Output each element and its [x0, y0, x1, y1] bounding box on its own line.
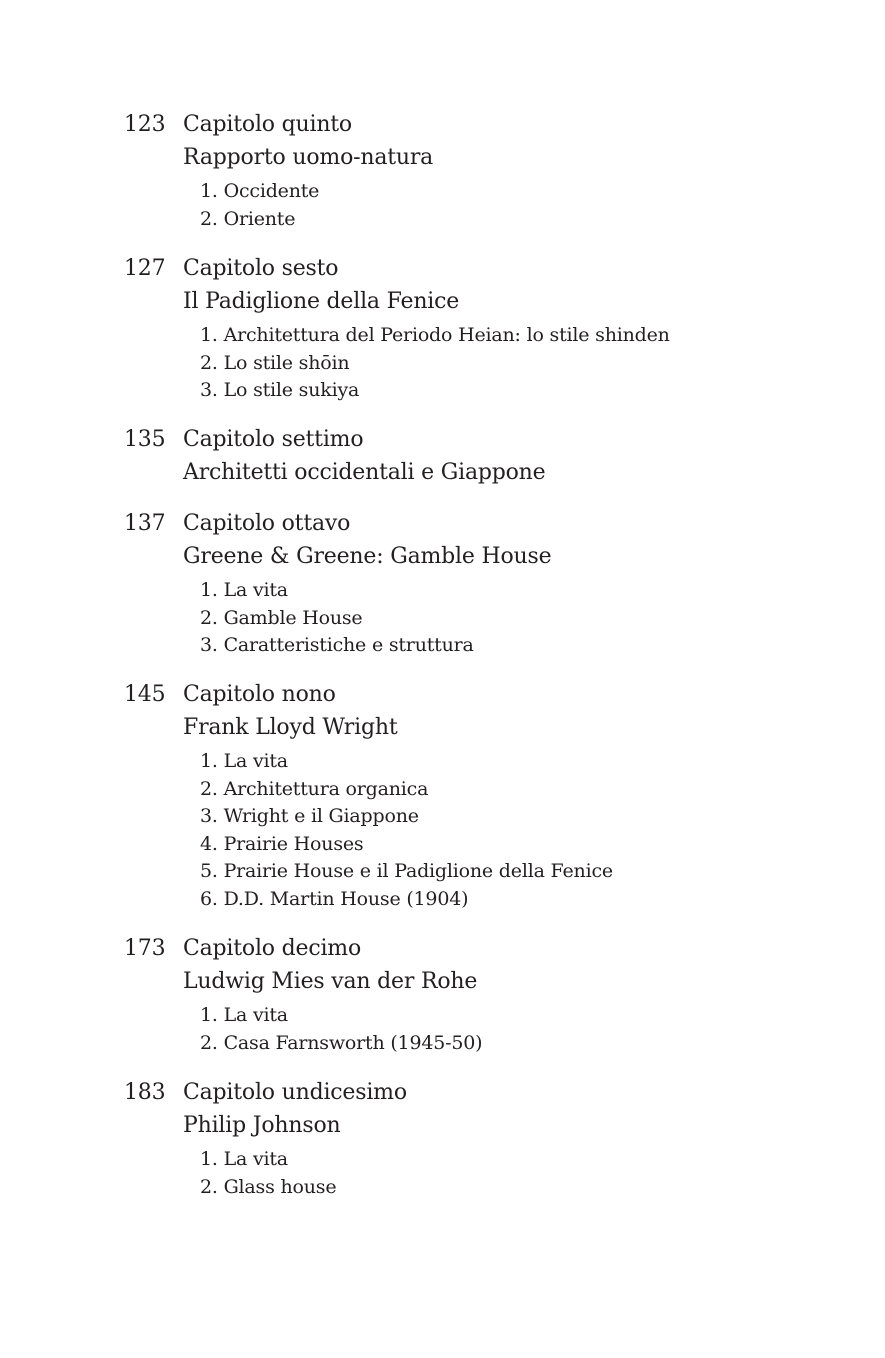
chapter-label: Capitolo undicesimo [183, 1080, 407, 1105]
section-item: 3. Caratteristiche e struttura [200, 634, 474, 656]
chapter-label: Capitolo quinto [183, 112, 352, 137]
section-item: 6. D.D. Martin House (1904) [200, 887, 469, 910]
chapter-title: Frank Lloyd Wright [183, 715, 398, 740]
section-item: 1. La vita [200, 1148, 288, 1170]
section-item: 1. La vita [200, 579, 288, 601]
chapter-label: Capitolo decimo [183, 936, 361, 961]
chapter-title: Greene & Greene: Gamble House [183, 544, 552, 569]
chapter-page-number: 145 [124, 682, 166, 707]
section-item: 2. Architettura organica [200, 777, 429, 800]
chapter-page-number: 127 [124, 256, 166, 281]
section-item: 3. Wright e il Giappone [200, 805, 419, 827]
section-item: 5. Prairie House e il Padiglione della Fenice [200, 860, 613, 882]
chapter-title: Philip Johnson [183, 1113, 341, 1138]
chapter-page-number: 135 [124, 427, 166, 452]
section-list [200, 178, 319, 233]
section-item: 1. La vita [200, 750, 288, 772]
section-list [200, 1146, 336, 1201]
section-item: 4. Prairie Houses [200, 832, 364, 855]
chapter-page-number: 137 [124, 511, 166, 536]
chapter-page-number: 183 [124, 1080, 166, 1105]
chapter-label: Capitolo ottavo [183, 511, 351, 536]
section-item: 2. Lo stile shōin [200, 351, 350, 374]
section-item: 1. Architettura del Periodo Heian: lo stile shinden [200, 324, 670, 346]
chapter-label: Capitolo settimo [183, 427, 364, 452]
chapter-title: Rapporto uomo-natura [183, 145, 434, 170]
chapter-label: Capitolo nono [183, 682, 336, 707]
chapter-title: Il Padiglione della Fenice [183, 289, 460, 314]
section-item: 1. La vita [200, 1004, 288, 1026]
section-item: 3. Lo stile sukiya [200, 379, 360, 401]
section-list [200, 322, 670, 405]
section-list [200, 577, 474, 660]
section-item: 2. Casa Farnsworth (1945-50) [200, 1031, 483, 1054]
section-item: 2. Oriente [200, 207, 296, 230]
section-list [200, 1002, 482, 1057]
chapter-page-number: 173 [124, 936, 166, 961]
chapter-label: Capitolo sesto [183, 256, 339, 281]
chapter-title: Architetti occidentali e Giappone [183, 460, 546, 485]
chapter-page-number: 123 [124, 112, 166, 137]
section-list [200, 748, 613, 913]
chapter-title: Ludwig Mies van der Rohe [183, 969, 478, 994]
section-item: 2. Gamble House [200, 606, 363, 629]
section-item: 2. Glass house [200, 1175, 337, 1198]
section-item: 1. Occidente [200, 180, 320, 202]
